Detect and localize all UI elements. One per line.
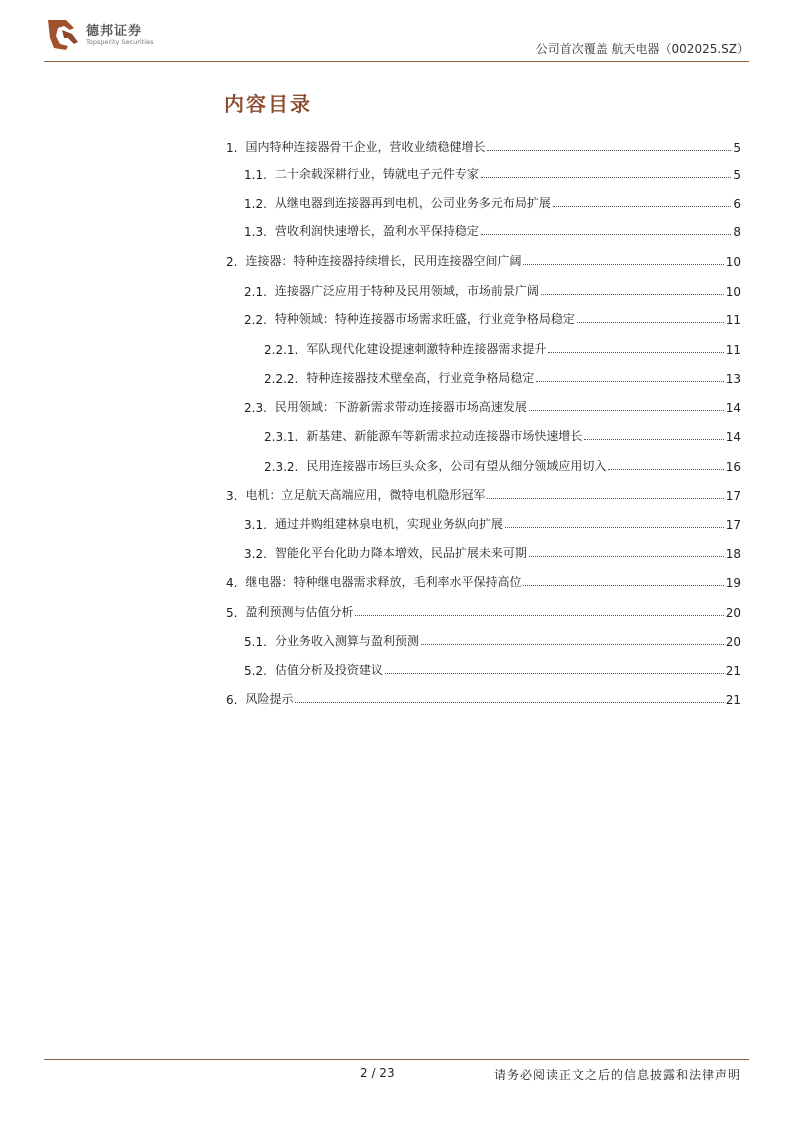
- toc-entry[interactable]: [226, 687, 741, 707]
- toc-entry[interactable]: [244, 279, 741, 299]
- toc-entry-title: 估值分析及投资建议: [274, 663, 383, 677]
- toc-entry-title: 民用领域：下游新需求带动连接器市场高速发展: [274, 400, 527, 414]
- disclaimer-note: 请务必阅读正文之后的信息披露和法律声明: [493, 1068, 741, 1082]
- toc-entry[interactable]: [226, 570, 741, 590]
- toc-leader-dots: [577, 322, 724, 323]
- toc-leader-dots: [529, 556, 724, 557]
- toc-entry-title: 从继电器到连接器再到电机，公司业务多元布局扩展: [274, 196, 551, 210]
- toc-entry-page: 21: [725, 693, 741, 707]
- toc-entry[interactable]: [226, 600, 741, 620]
- toc-entry[interactable]: [226, 483, 741, 503]
- toc-entry-page: 19: [725, 576, 741, 590]
- footer-divider: [44, 1059, 749, 1060]
- toc-entry-title: 营收利润快速增长，盈利水平保持稳定: [274, 224, 479, 238]
- toc-entry-title: 电机：立足航天高端应用，微特电机隐形冠军: [245, 488, 486, 502]
- toc-entry-number: 2.3.2.: [264, 460, 299, 474]
- toc-entry-title: 军队现代化建设提速刺激特种连接器需求提升: [306, 342, 547, 356]
- toc-entry-page: 5: [733, 168, 741, 182]
- toc-entry-page: 5: [733, 141, 741, 155]
- logo-text-en: Topsperity Securities: [86, 38, 154, 46]
- toc-entry-number: 3.: [226, 489, 238, 503]
- page-indicator: 2 / 23: [360, 1066, 395, 1080]
- toc-entry-title: 特种连接器技术壁垒高，行业竞争格局稳定: [306, 371, 535, 385]
- toc-entry[interactable]: [264, 337, 741, 357]
- toc-entry[interactable]: [244, 162, 741, 182]
- toc-entry-title: 连接器广泛应用于特种及民用领域，市场前景广阔: [274, 284, 539, 298]
- toc-entry[interactable]: [226, 249, 741, 269]
- toc-leader-dots: [584, 439, 723, 440]
- toc-leader-dots: [553, 206, 731, 207]
- toc-entry-number: 2.3.1.: [264, 430, 299, 444]
- toc-entry[interactable]: [244, 541, 741, 561]
- toc-entry-number: 1.: [226, 141, 238, 155]
- toc-entry-page: 17: [725, 518, 741, 532]
- toc-entry-page: 17: [725, 489, 741, 503]
- toc-entry[interactable]: [244, 512, 741, 532]
- toc-entry[interactable]: [264, 424, 741, 444]
- toc-entry-number: 2.2.: [244, 313, 267, 327]
- toc-entry-number: 1.3.: [244, 225, 267, 239]
- toc-entry-number: 3.1.: [244, 518, 267, 532]
- company-logo: [44, 16, 184, 56]
- toc-leader-dots: [541, 294, 724, 295]
- toc-leader-dots: [385, 673, 724, 674]
- toc-leader-dots: [487, 150, 731, 151]
- toc-leader-dots: [481, 177, 731, 178]
- toc-entry-number: 2.2.2.: [264, 372, 299, 386]
- toc-leader-dots: [487, 498, 723, 499]
- toc-entry[interactable]: [244, 307, 741, 327]
- header-divider: [44, 61, 749, 62]
- toc-entry-title: 分业务收入测算与盈利预测: [274, 634, 419, 648]
- toc-leader-dots: [421, 644, 724, 645]
- toc-leader-dots: [548, 352, 723, 353]
- toc-entry-title: 连接器：特种连接器持续增长，民用连接器空间广阔: [245, 254, 522, 268]
- report-title: 公司首次覆盖 航天电器（002025.SZ）: [535, 42, 749, 56]
- toc-leader-dots: [523, 264, 723, 265]
- toc-leader-dots: [481, 234, 731, 235]
- toc-entry-title: 风险提示: [245, 692, 294, 706]
- toc-entry-title: 二十余载深耕行业，铸就电子元件专家: [274, 167, 479, 181]
- toc-entry-title: 民用连接器市场巨头众多，公司有望从细分领域应用切入: [306, 459, 607, 473]
- toc-leader-dots: [523, 585, 723, 586]
- toc-entry-title: 通过并购组建林泉电机，实现业务纵向扩展: [274, 517, 503, 531]
- logo-icon: [44, 16, 82, 54]
- toc-entry-title: 盈利预测与估值分析: [245, 605, 354, 619]
- toc-entry-page: 11: [725, 313, 741, 327]
- toc-entry-page: 18: [725, 547, 741, 561]
- toc-entry-page: 10: [725, 285, 741, 299]
- toc-heading: 内容目录: [224, 92, 312, 116]
- toc-entry-number: 1.2.: [244, 197, 267, 211]
- toc-entry-number: 2.3.: [244, 401, 267, 415]
- toc-entry-page: 14: [725, 430, 741, 444]
- toc-leader-dots: [505, 527, 724, 528]
- toc-leader-dots: [536, 381, 723, 382]
- toc-entry-title: 继电器：特种继电器需求释放，毛利率水平保持高位: [245, 575, 522, 589]
- toc-entry[interactable]: [264, 454, 741, 474]
- toc-entry-page: 20: [725, 635, 741, 649]
- toc-entry-number: 1.1.: [244, 168, 267, 182]
- toc-entry-number: 6.: [226, 693, 238, 707]
- toc-entry-page: 21: [725, 664, 741, 678]
- toc-entry[interactable]: [264, 366, 741, 386]
- toc-entry-page: 20: [725, 606, 741, 620]
- toc-entry-number: 3.2.: [244, 547, 267, 561]
- toc-entry[interactable]: [244, 395, 741, 415]
- toc-entry-number: 4.: [226, 576, 238, 590]
- toc-entry[interactable]: [244, 658, 741, 678]
- toc-entry-title: 新基建、新能源车等新需求拉动连接器市场快速增长: [306, 429, 583, 443]
- toc-leader-dots: [355, 615, 723, 616]
- toc-entry-page: 6: [733, 197, 741, 211]
- toc-entry[interactable]: [226, 135, 741, 155]
- logo-text-cn: 德邦证券: [86, 24, 143, 39]
- toc-entry-number: 5.1.: [244, 635, 267, 649]
- toc-entry-number: 5.: [226, 606, 238, 620]
- toc-entry-title: 特种领域：特种连接器市场需求旺盛，行业竞争格局稳定: [274, 312, 575, 326]
- toc-entry[interactable]: [244, 191, 741, 211]
- toc-entry-title: 智能化平台化助力降本增效，民品扩展未来可期: [274, 546, 527, 560]
- page-header: [0, 0, 793, 64]
- toc-leader-dots: [608, 469, 723, 470]
- toc-entry-title: 国内特种连接器骨干企业，营收业绩稳健增长: [245, 140, 486, 154]
- toc-entry[interactable]: [244, 629, 741, 649]
- toc-leader-dots: [529, 410, 724, 411]
- toc-entry-number: 5.2.: [244, 664, 267, 678]
- toc-entry[interactable]: [244, 219, 741, 239]
- toc-entry-number: 2.1.: [244, 285, 267, 299]
- toc-entry-page: 14: [725, 401, 741, 415]
- toc-entry-number: 2.2.1.: [264, 343, 299, 357]
- toc-leader-dots: [295, 702, 723, 703]
- toc-entry-page: 10: [725, 255, 741, 269]
- toc-entry-page: 16: [725, 460, 741, 474]
- toc-entry-page: 11: [725, 343, 741, 357]
- toc-entry-number: 2.: [226, 255, 238, 269]
- toc-entry-page: 13: [725, 372, 741, 386]
- toc-entry-page: 8: [733, 225, 741, 239]
